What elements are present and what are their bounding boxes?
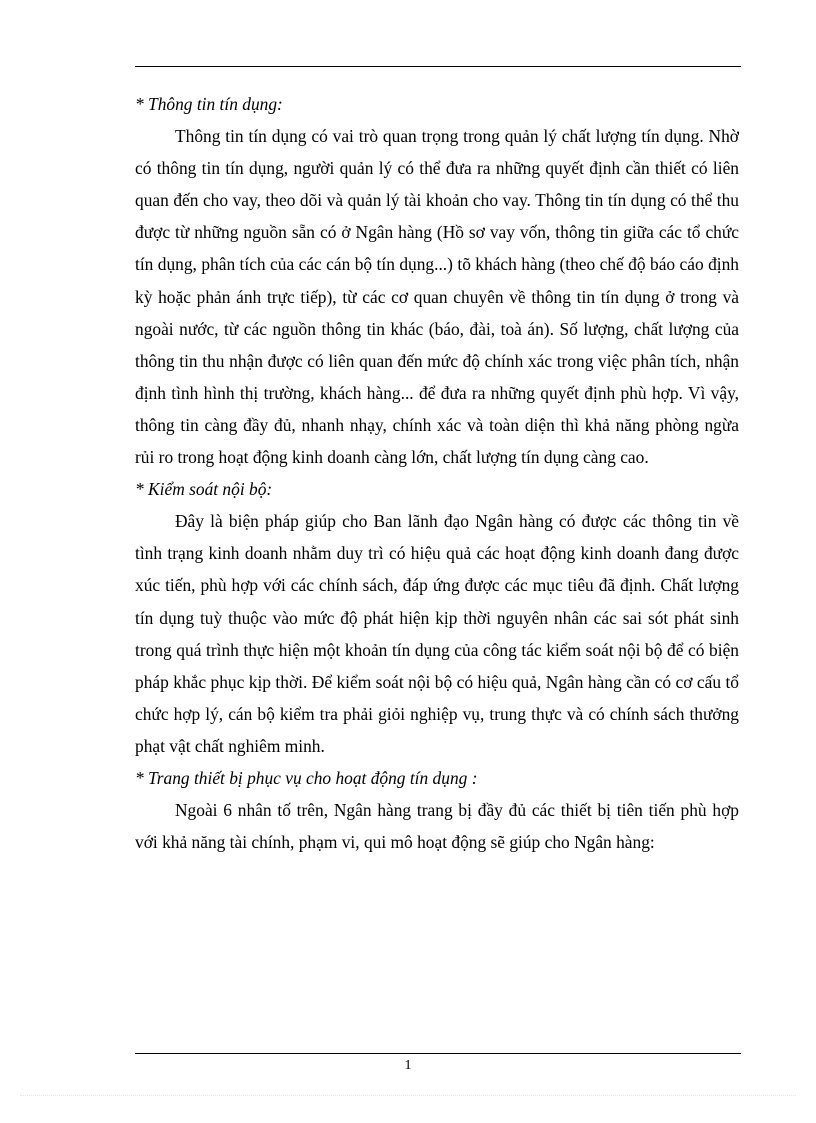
section-credit-information	[135, 88, 739, 473]
page-content	[135, 88, 739, 858]
section-paragraph: Ngoài 6 nhân tố trên, Ngân hàng trang bị đầy đủ các thiết bị tiên tiến phù hợp với khả năng tài chính, phạm vi, qui mô hoạt động sẽ giúp cho Ngân hàng:	[135, 800, 739, 853]
footer-rule	[135, 1053, 741, 1054]
section-paragraph: Thông tin tín dụng có vai trò quan trọng trong quản lý chất lượng tín dụng. Nhờ có thông tin tín dụng, người quản lý có thể đưa ra những quyết định cần thiết có liên quan đến cho vay, theo dõi và quản lý tài khoản cho vay. Thông tin tín dụng có thể thu được từ những nguồn sẵn có ở Ngân hàng (Hồ sơ vay vốn, thông tin giữa các tổ chức tín dụng, phân tích của các cán bộ tín dụng...) tõ khách hàng (theo chế độ báo cáo định kỳ hoặc phản ánh trực tiếp), từ các cơ quan chuyên về thông tin tín dụng ở trong và ngoài nước, từ các nguồn thông tin khác (báo, đài, toà án). Số lượng, chất lượng của thông tin thu nhận được có liên quan đến mức độ chính xác trong việc phân tích, nhận định tình hình thị trường, khách hàng... để đưa ra những quyết định phù hợp. Vì vậy, thông tin càng đầy đủ, nhanh nhạy, chính xác và toàn diện thì khả năng phòng ngừa rủi ro trong hoạt động kinh doanh càng lớn, chất lượng tín dụng càng cao.	[135, 126, 739, 468]
section-heading: * Kiểm soát nội bộ:	[135, 479, 273, 500]
page-edge-divider	[20, 1095, 796, 1096]
section-internal-control	[135, 473, 739, 762]
header-rule	[135, 66, 741, 67]
section-paragraph: Đây là biện pháp giúp cho Ban lãnh đạo Ngân hàng có được các thông tin về tình trạng kinh doanh nhằm duy trì có hiệu quả các hoạt động kinh doanh đang được xúc tiến, phù hợp với các chính sách, đáp ứng được các mục tiêu đã định. Chất lượng tín dụng tuỳ thuộc vào mức độ phát hiện kịp thời nguyên nhân các sai sót phát sinh trong quá trình thực hiện một khoản tín dụng của công tác kiểm soát nội bộ để có biện pháp khắc phục kịp thời. Để kiểm soát nội bộ có hiệu quả, Ngân hàng cần có cơ cấu tổ chức hợp lý, cán bộ kiểm tra phải giỏi nghiệp vụ, trung thực và có chính sách thưởng phạt vật chất nghiêm minh.	[135, 511, 739, 756]
section-equipment	[135, 762, 739, 858]
page-number: 1	[404, 1058, 412, 1073]
section-heading: * Thông tin tín dụng:	[135, 94, 283, 114]
section-heading: * Trang thiết bị phục vụ cho hoạt động tín dụng :	[135, 767, 478, 788]
